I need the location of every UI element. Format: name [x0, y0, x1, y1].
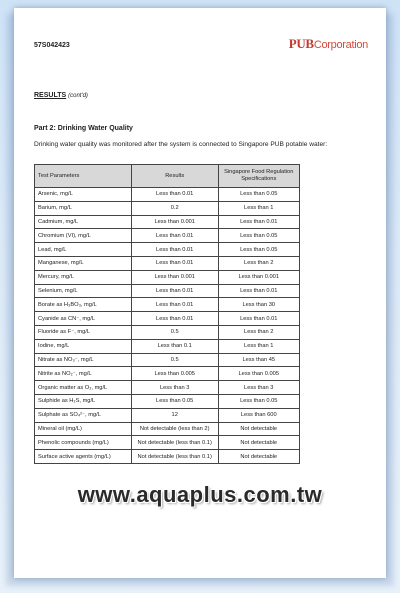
spec-cell: Less than 2 [218, 256, 299, 270]
result-cell: Less than 0.01 [131, 312, 218, 326]
header-test-parameters: Test Parameters [35, 165, 132, 188]
result-cell: Not detectable (less than 0.1) [131, 436, 218, 450]
spec-cell: Less than 30 [218, 298, 299, 312]
table-row [35, 394, 300, 408]
result-cell: 12 [131, 408, 218, 422]
parameter-cell: Selenium, mg/L [35, 284, 132, 298]
parameter-cell: Chromium (VI), mg/L [35, 229, 132, 243]
result-cell: Less than 0.005 [131, 367, 218, 381]
spec-cell: Less than 0.005 [218, 367, 299, 381]
parameter-cell: Manganese, mg/L [35, 256, 132, 270]
results-heading [34, 92, 88, 99]
table-row [35, 270, 300, 284]
table-row [35, 408, 300, 422]
spec-cell: Less than 0.001 [218, 270, 299, 284]
parameter-cell: Iodine, mg/L [35, 339, 132, 353]
company-logo [289, 36, 368, 52]
table-row [35, 312, 300, 326]
table-header-row [35, 165, 300, 188]
table-row [35, 450, 300, 464]
table-row [35, 298, 300, 312]
spec-cell: Less than 0.05 [218, 243, 299, 257]
result-cell: Less than 0.01 [131, 188, 218, 202]
parameter-cell: Nitrate as NO₃⁻, mg/L [35, 353, 132, 367]
watermark-url: www.aquaplus.com.tw [77, 482, 323, 507]
result-cell: Less than 0.001 [131, 270, 218, 284]
parameter-cell: Sulphide as H₂S, mg/L [35, 394, 132, 408]
table-row [35, 215, 300, 229]
results-heading-main: RESULTS [34, 92, 67, 99]
result-cell: 0.5 [131, 353, 218, 367]
spec-cell: Less than 1 [218, 339, 299, 353]
result-cell: Less than 0.01 [131, 256, 218, 270]
table-row [35, 436, 300, 450]
intro-text: Drinking water quality was monitored after the system is connected to Singapore PUB potable water: [34, 141, 328, 148]
header-results: Results [131, 165, 218, 188]
parameter-cell: Barium, mg/L [35, 201, 132, 215]
spec-cell: Less than 1 [218, 201, 299, 215]
parameter-cell: Borate as H₃BO₃, mg/L [35, 298, 132, 312]
result-cell: Less than 0.01 [131, 284, 218, 298]
logo-suffix: Corporation [313, 39, 368, 51]
table-row [35, 256, 300, 270]
result-cell: Less than 0.01 [131, 229, 218, 243]
table-row [35, 422, 300, 436]
result-cell: Less than 0.01 [131, 243, 218, 257]
result-cell: Less than 0.001 [131, 215, 218, 229]
table-row [35, 229, 300, 243]
parameter-cell: Phenolic compounds (mg/L) [35, 436, 132, 450]
header-specifications: Singapore Food Regulation Specifications [218, 165, 299, 188]
spec-cell: Less than 600 [218, 408, 299, 422]
spec-cell: Not detectable [218, 450, 299, 464]
table-row [35, 325, 300, 339]
spec-cell: Less than 3 [218, 381, 299, 395]
spec-cell: Less than 45 [218, 353, 299, 367]
parameter-cell: Sulphate as SO₄²⁻, mg/L [35, 408, 132, 422]
table-row [35, 339, 300, 353]
parameter-cell: Mineral oil (mg/L) [35, 422, 132, 436]
result-cell: Less than 3 [131, 381, 218, 395]
results-heading-sub: (cont'd) [68, 93, 88, 99]
result-cell: Less than 0.1 [131, 339, 218, 353]
result-cell: Less than 0.05 [131, 394, 218, 408]
results-table [34, 164, 300, 464]
table-row [35, 381, 300, 395]
parameter-cell: Organic matter as O₂, mg/L [35, 381, 132, 395]
table-body [35, 188, 300, 464]
result-cell: Not detectable (less than 2) [131, 422, 218, 436]
parameter-cell: Cadmium, mg/L [35, 215, 132, 229]
result-cell: 0.2 [131, 201, 218, 215]
spec-cell: Not detectable [218, 436, 299, 450]
spec-cell: Less than 2 [218, 325, 299, 339]
spec-cell: Less than 0.05 [218, 394, 299, 408]
result-cell: Not detectable (less than 0.1) [131, 450, 218, 464]
parameter-cell: Arsenic, mg/L [35, 188, 132, 202]
result-cell: Less than 0.01 [131, 298, 218, 312]
table-row [35, 284, 300, 298]
table-row [35, 201, 300, 215]
spec-cell: Not detectable [218, 422, 299, 436]
spec-cell: Less than 0.05 [218, 188, 299, 202]
parameter-cell: Nitrite as NO₂⁻, mg/L [35, 367, 132, 381]
table-row [35, 353, 300, 367]
spec-cell: Less than 0.01 [218, 284, 299, 298]
table-row [35, 188, 300, 202]
parameter-cell: Mercury, mg/L [35, 270, 132, 284]
logo-brand: PUB [288, 36, 314, 51]
spec-cell: Less than 0.01 [218, 215, 299, 229]
document-number: 57S042423 [34, 42, 70, 49]
spec-cell: Less than 0.01 [218, 312, 299, 326]
parameter-cell: Surface active agents (mg/L) [35, 450, 132, 464]
parameter-cell: Cyanide as CN⁻, mg/L [35, 312, 132, 326]
table-row [35, 243, 300, 257]
spec-cell: Less than 0.05 [218, 229, 299, 243]
section-title: Part 2: Drinking Water Quality [34, 125, 133, 132]
parameter-cell: Fluoride as F⁻, mg/L [35, 325, 132, 339]
result-cell: 0.5 [131, 325, 218, 339]
parameter-cell: Lead, mg/L [35, 243, 132, 257]
table-row [35, 367, 300, 381]
